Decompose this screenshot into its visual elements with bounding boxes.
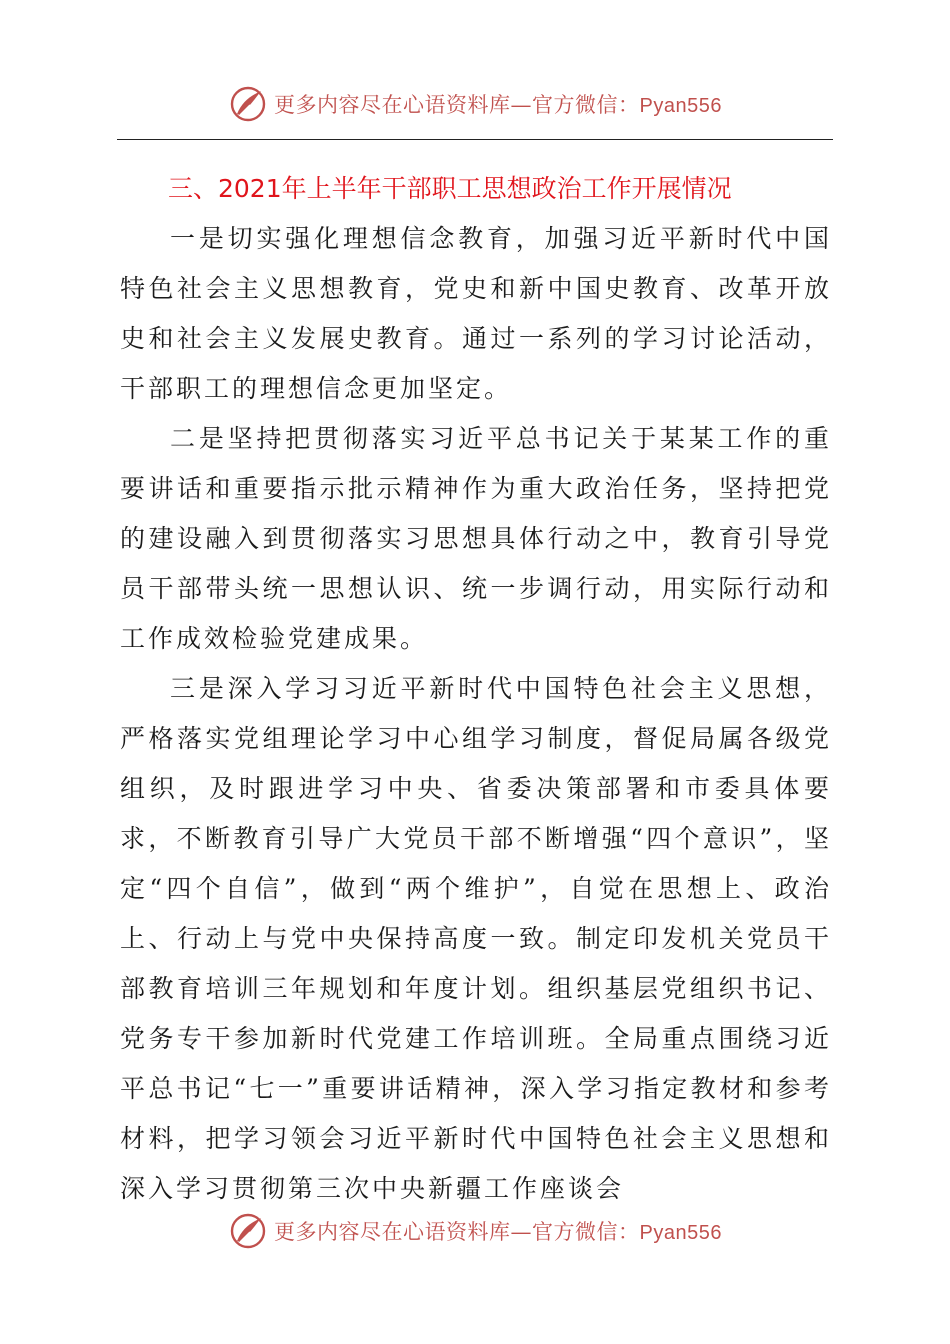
paragraph-2: 二是坚持把贯彻落实习近平总书记关于某某工作的重要讲话和重要指示批示精神作为重大政治任务，坚持把党的建设融入到贯彻落实习思想具体行动之中，教育引导党员干部带头统一思想认识、统一步调行动，用实际行动和工作成效检验党建成果。 bbox=[120, 424, 832, 653]
document-body bbox=[120, 164, 832, 1214]
pen-logo-icon bbox=[228, 1211, 268, 1251]
section-heading: 三、2021年上半年干部职工思想政治工作开展情况 bbox=[168, 174, 732, 203]
header-divider bbox=[117, 139, 833, 140]
header-banner bbox=[0, 82, 950, 126]
header-wechat-id: Pyan556 bbox=[639, 95, 722, 117]
header-banner-text: 更多内容尽在心语资料库—官方微信：Pyan556 bbox=[274, 93, 722, 117]
footer-banner bbox=[0, 1209, 950, 1253]
pen-logo-icon bbox=[228, 84, 268, 124]
paragraph-1: 一是切实强化理想信念教育，加强习近平新时代中国特色社会主义思想教育，党史和新中国史教育、改革开放史和社会主义发展史教育。通过一系列的学习讨论活动，干部职工的理想信念更加坚定。 bbox=[120, 224, 832, 403]
footer-wechat-id: Pyan556 bbox=[639, 1222, 722, 1244]
paragraph-3: 三是深入学习习近平新时代中国特色社会主义思想，严格落实党组理论学习中心组学习制度，督促局属各级党组织，及时跟进学习中央、省委决策部署和市委具体要求，不断教育引导广大党员干部不断增强“四个意识”，坚定“四个自信”，做到“两个维护”，自觉在思想上、政治上、行动上与党中央保持高度一致。制定印发机关党员干部教育培训三年规划和年度计划。组织基层党组织书记、党务专干参加新时代党建工作培训班。全局重点围绕习近平总书记“七一”重要讲话精神，深入学习指定教材和参考材料，把学习领会习近平新时代中国特色社会主义思想和深入学习贯彻第三次中央新疆工作座谈会 bbox=[120, 674, 832, 1203]
footer-banner-text: 更多内容尽在心语资料库—官方微信：Pyan556 bbox=[274, 1220, 722, 1244]
